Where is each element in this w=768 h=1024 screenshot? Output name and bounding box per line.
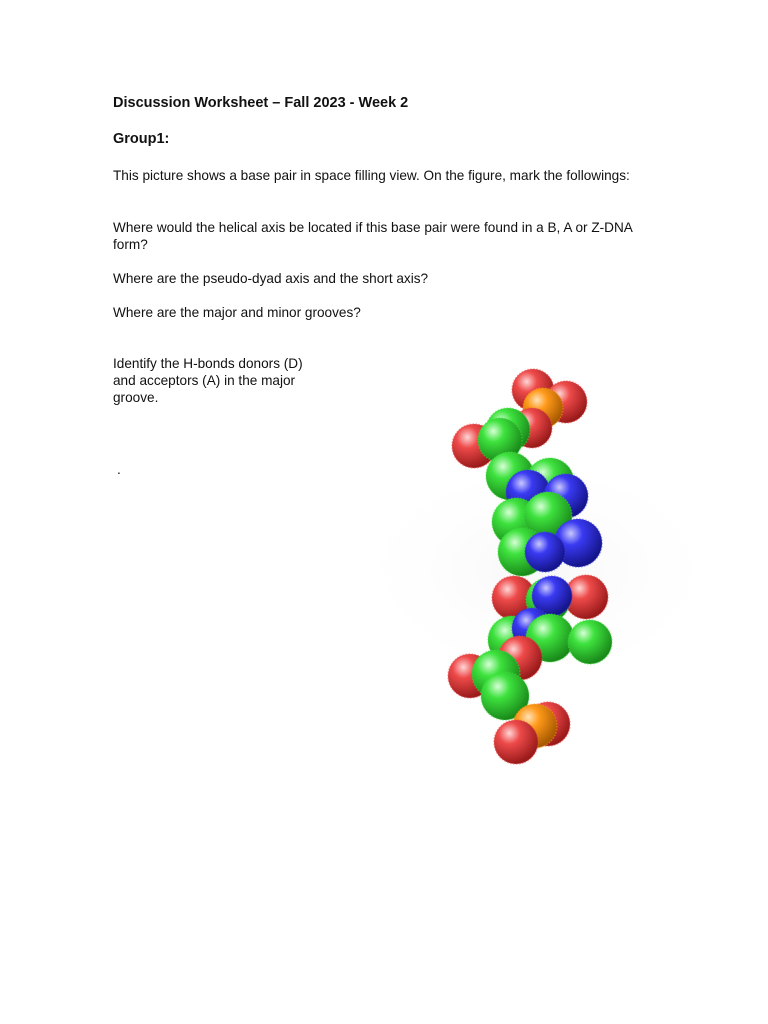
page-title: Discussion Worksheet – Fall 2023 - Week 2	[113, 95, 409, 111]
question-dyad-axis: Where are the pseudo-dyad axis and the short axis?	[113, 271, 429, 286]
intro-text: This picture shows a base pair in space filling view. On the figure, mark the followings:	[113, 168, 630, 183]
carbon-atom-23	[568, 620, 612, 664]
oxygen-atom-30	[494, 720, 538, 764]
question-grooves: Where are the major and minor grooves?	[113, 305, 361, 320]
nitrogen-atom-15	[525, 532, 565, 572]
base-pair-space-filling-figure	[330, 355, 750, 775]
stray-dot: .	[117, 462, 121, 477]
question-hbonds: Identify the H-bonds donors (D) and acceptors (A) in the major groove.	[113, 356, 303, 405]
question-helical-axis: Where would the helical axis be located if this base pair were found in a B, A or Z-DNA form?	[113, 220, 633, 252]
group-heading: Group1:	[113, 131, 170, 147]
